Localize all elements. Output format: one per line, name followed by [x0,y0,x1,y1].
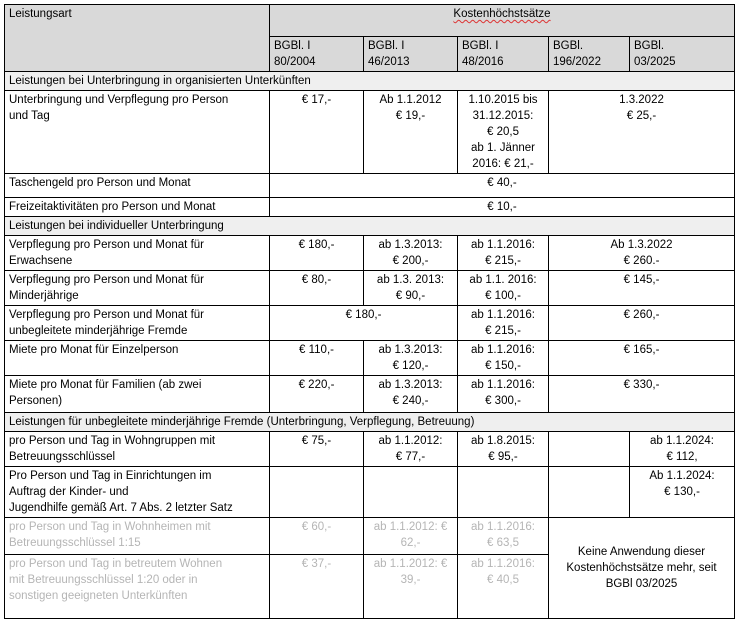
header-col-2025: BGBl. 03/2025 [630,37,735,72]
header-col-2016: BGBl. I 48/2016 [458,37,549,72]
header-col-2004: BGBl. I 80/2004 [270,37,364,72]
cell-value: ab 1.1.2016: € 300,- [458,376,549,413]
cell-value: ab 1.1.2016: € 215,- [458,306,549,341]
cell-value: € 80,- [270,271,364,306]
cell-value: ab 1.1.2012: € 39,- [364,555,458,619]
cell-value: € 180,- [270,306,458,341]
row-label-verpflegung-erwachsene: Verpflegung pro Person und Monat für Erwachsene [5,236,270,271]
cell-empty [549,432,630,467]
section-individuelle-unterbringung: Leistungen bei individueller Unterbringung [5,217,735,236]
cell-value: ab 1.3.2013: € 240,- [364,376,458,413]
cell-value: ab 1.3. 2013: € 90,- [364,271,458,306]
cell-value: ab 1.1.2024: € 112, [630,432,735,467]
cell-empty [270,467,364,518]
cell-value: Ab 1.1.2012 € 19,- [364,91,458,174]
row-label-freizeitaktivitaeten: Freizeitaktivitäten pro Person und Monat [5,198,270,217]
cell-value: ab 1.1.2012: € 77,- [364,432,458,467]
cell-value: ab 1.1.2016: € 215,- [458,236,549,271]
row-label-verpflegung-minderjaehrige: Verpflegung pro Person und Monat für Minderjährige [5,271,270,306]
header-col-2022: BGBl. 196/2022 [549,37,630,72]
header-kostenhoechstsaetze [270,5,735,37]
header-kosten-text: Kostenhöchstsätze [453,8,551,20]
cell-value: Ab 1.3.2022 € 260.- [549,236,735,271]
row-label-verpflegung-umf: Verpflegung pro Person und Monat für unbegleitete minderjährige Fremde [5,306,270,341]
cell-value: € 260,- [549,306,735,341]
cell-value: € 165,- [549,341,735,376]
row-label-kinder-jugendhilfe: Pro Person und Tag in Einrichtungen im Auftrag der Kinder- und Jugendhilfe gemäß Art. 7 Abs. 2 letzter Satz [5,467,270,518]
cell-value: € 110,- [270,341,364,376]
cell-value: 1.10.2015 bis 31.12.2015: € 20,5 ab 1. Jänner 2016: € 21,- [458,91,549,174]
cell-value: € 60,- [270,518,364,555]
cell-empty [364,467,458,518]
cell-value: ab 1.1.2016: € 150,- [458,341,549,376]
cell-value: ab 1.1.2016: € 63,5 [458,518,549,555]
cell-value: € 145,- [549,271,735,306]
note-keine-anwendung: Keine Anwendung dieser Kostenhöchstsätze mehr, seit BGBl 03/2025 [549,518,735,619]
cell-value: € 75,- [270,432,364,467]
header-leistungsart: Leistungsart [5,5,270,72]
row-label-unterbringung-verpflegung: Unterbringung und Verpflegung pro Person und Tag [5,91,270,174]
cell-value: ab 1.3.2013: € 200,- [364,236,458,271]
row-label-taschengeld: Taschengeld pro Person und Monat [5,174,270,198]
row-label-miete-einzelperson: Miete pro Monat für Einzelperson [5,341,270,376]
cell-empty [549,467,630,518]
kostenhoechstsaetze-table [4,4,735,619]
cell-value: ab 1.8.2015: € 95,- [458,432,549,467]
cell-value: € 220,- [270,376,364,413]
cell-value: € 330,- [549,376,735,413]
cell-value: € 37,- [270,555,364,619]
row-label-wohnheime: pro Person und Tag in Wohnheimen mit Betreuungsschlüssel 1:15 [5,518,270,555]
cell-value: ab 1.1.2016: € 40,5 [458,555,549,619]
cell-value: € 40,- [270,174,735,198]
header-col-2013: BGBl. I 46/2013 [364,37,458,72]
row-label-miete-familien: Miete pro Monat für Familien (ab zwei Personen) [5,376,270,413]
cell-value: 1.3.2022 € 25,- [549,91,735,174]
row-label-betreutes-wohnen: pro Person und Tag in betreutem Wohnen mit Betreuungsschlüssel 1:20 oder in sonstigen geeigneten Unterkünften [5,555,270,619]
section-unbegleitete-minderjaehrige: Leistungen für unbegleitete minderjährige Fremde (Unterbringung, Verpflegung, Betreuung) [5,413,735,432]
cell-value: ab 1.3.2013: € 120,- [364,341,458,376]
section-organisierte-unterkuenfte: Leistungen bei Unterbringung in organisierten Unterkünften [5,72,735,91]
cell-value: Ab 1.1.2024: € 130,- [630,467,735,518]
row-label-wohngruppen: pro Person und Tag in Wohngruppen mit Betreuungsschlüssel [5,432,270,467]
cell-value: € 180,- [270,236,364,271]
cell-value: ab 1.1.2012: € 62,- [364,518,458,555]
cell-value: ab 1.1. 2016: € 100,- [458,271,549,306]
cell-value: € 10,- [270,198,735,217]
cell-empty [458,467,549,518]
cell-value: € 17,- [270,91,364,174]
